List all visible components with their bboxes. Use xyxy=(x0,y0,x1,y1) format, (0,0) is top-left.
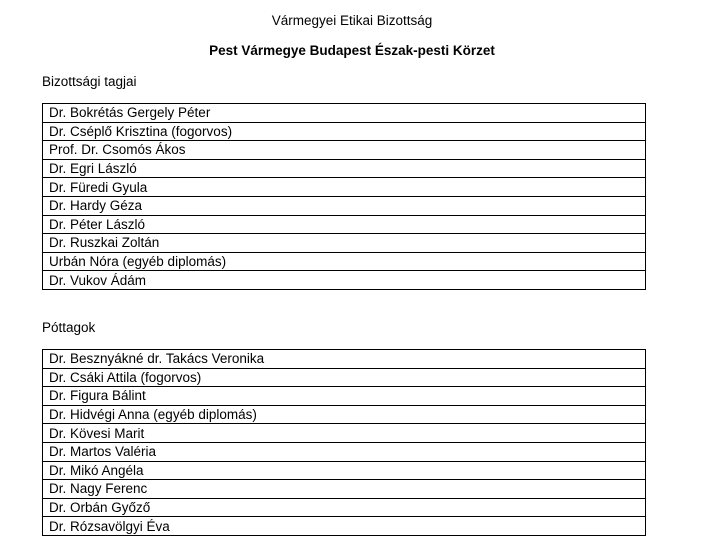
substitute-name: Dr. Kövesi Marit xyxy=(43,424,646,443)
table-row xyxy=(43,442,646,461)
document-title: Vármegyei Etikai Bizottság xyxy=(271,13,433,28)
table-row xyxy=(43,461,646,480)
substitute-name: Dr. Nagy Ferenc xyxy=(43,480,646,499)
members-heading: Bizottsági tagjai xyxy=(42,74,137,89)
substitute-name: Dr. Csáki Attila (fogorvos) xyxy=(43,368,646,387)
table-row xyxy=(43,196,646,215)
substitute-name: Dr. Figura Bálint xyxy=(43,387,646,406)
substitutes-heading: Póttagok xyxy=(42,320,96,335)
table-row xyxy=(43,122,646,141)
table-row xyxy=(43,405,646,424)
members-table xyxy=(42,103,646,290)
member-name: Prof. Dr. Csomós Ákos xyxy=(43,141,646,160)
table-row xyxy=(43,424,646,443)
member-name: Dr. Ruszkai Zoltán xyxy=(43,234,646,253)
member-name: Dr. Egri László xyxy=(43,159,646,178)
table-row xyxy=(43,141,646,160)
table-row xyxy=(43,215,646,234)
document-subtitle: Pest Vármegye Budapest Észak-pesti Körzet xyxy=(209,43,495,58)
substitute-name: Dr. Mikó Angéla xyxy=(43,461,646,480)
substitute-name: Dr. Rózsavölgyi Éva xyxy=(43,517,646,536)
table-row xyxy=(43,271,646,290)
table-row xyxy=(43,368,646,387)
member-name: Dr. Cséplő Krisztina (fogorvos) xyxy=(43,122,646,141)
member-name: Dr. Bokrétás Gergely Péter xyxy=(43,104,646,123)
table-row xyxy=(43,480,646,499)
table-row xyxy=(43,517,646,536)
table-row xyxy=(43,350,646,369)
table-row xyxy=(43,498,646,517)
substitutes-table xyxy=(42,349,646,536)
member-name: Dr. Füredi Gyula xyxy=(43,178,646,197)
member-name: Dr. Vukov Ádám xyxy=(43,271,646,290)
substitute-name: Dr. Orbán Győző xyxy=(43,498,646,517)
member-name: Urbán Nóra (egyéb diplomás) xyxy=(43,252,646,271)
table-row xyxy=(43,252,646,271)
table-row xyxy=(43,178,646,197)
table-row xyxy=(43,387,646,406)
member-name: Dr. Péter László xyxy=(43,215,646,234)
substitute-name: Dr. Besznyákné dr. Takács Veronika xyxy=(43,350,646,369)
member-name: Dr. Hardy Géza xyxy=(43,196,646,215)
table-row xyxy=(43,234,646,253)
substitute-name: Dr. Martos Valéria xyxy=(43,442,646,461)
substitute-name: Dr. Hidvégi Anna (egyéb diplomás) xyxy=(43,405,646,424)
table-row xyxy=(43,159,646,178)
table-row xyxy=(43,104,646,123)
